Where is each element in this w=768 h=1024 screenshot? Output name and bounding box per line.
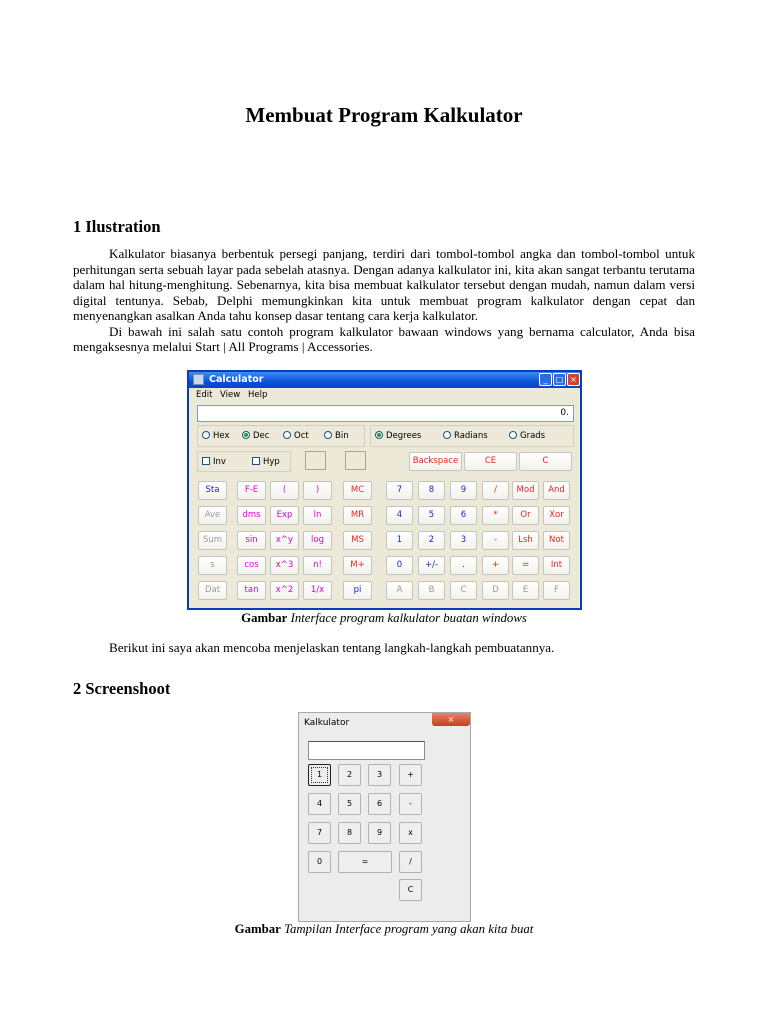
kalkulator-display[interactable] (308, 741, 425, 760)
key-sin-button[interactable]: sin (237, 531, 266, 550)
k-key-x-button[interactable]: x (399, 822, 422, 844)
k-key-8-button[interactable]: 8 (338, 822, 361, 844)
key-sum-button[interactable]: Sum (198, 531, 227, 550)
caption-2-label: Gambar (234, 922, 281, 936)
key-ln-button[interactable]: ln (303, 506, 332, 525)
k-key-6-button[interactable]: 6 (368, 793, 391, 815)
key-6-button[interactable]: 6 (450, 506, 477, 525)
radio-dec[interactable] (242, 431, 269, 441)
key-m-button[interactable]: M+ (343, 556, 372, 575)
k-key-key-button[interactable]: - (399, 793, 422, 815)
key-key-button[interactable]: / (482, 481, 509, 500)
key-f-button[interactable]: F (543, 581, 570, 600)
key-key-button[interactable]: +/- (418, 556, 445, 575)
memory-indicator (305, 451, 326, 470)
key-tan-button[interactable]: tan (237, 581, 266, 600)
k-key-divide-button[interactable]: / (399, 851, 422, 873)
caption-2-text: Tampilan Interface program yang akan kita buat (284, 922, 534, 936)
key-dat-button[interactable]: Dat (198, 581, 227, 600)
calculator-display: 0. (197, 405, 574, 422)
figure-caption-2 (0, 922, 768, 937)
clear-button[interactable]: C (519, 452, 572, 471)
section-heading-ilustration: 1 Ilustration (73, 217, 161, 236)
radio-radians-label: Radians (454, 431, 488, 441)
k-key-0-button[interactable]: 0 (308, 851, 331, 873)
kalkulator-close-button[interactable]: × (432, 713, 470, 726)
paragraph-2: Di bawah ini salah satu contoh program kalkulator bawaan windows yang bernama calculator, Anda bisa mengaksesnya melalui Start | All Programs | Accessories. (73, 323, 695, 354)
radio-bin-indicator (324, 431, 332, 439)
k-key-5-button[interactable]: 5 (338, 793, 361, 815)
maximize-button[interactable]: □ (553, 373, 566, 386)
calculator-app-icon (193, 374, 204, 385)
key-cos-button[interactable]: cos (237, 556, 266, 575)
key-c-button[interactable]: C (450, 581, 477, 600)
key-2-button[interactable]: 2 (418, 531, 445, 550)
key-key-button[interactable]: * (482, 506, 509, 525)
kalkulator-window-figure (298, 712, 471, 922)
key-lsh-button[interactable]: Lsh (512, 531, 539, 550)
key-sta-button[interactable]: Sta (198, 481, 227, 500)
key-4-button[interactable]: 4 (386, 506, 413, 525)
paragraph-1: Kalkulator biasanya berbentuk persegi panjang, terdiri dari tombol-tombol angka dan tombol-tombol untuk perhitungan serta sebuah layar pada sebelah atasnya. Dengan adanya kalkulator ini, kita akan sangat terbantu terutama dalam hal hitung-menghitung. Sebenarnya, kita bisa membuat kalkulator tersebut dengan mudah, namun dalam versi digital tentunya. Sebab, Delphi memungkinkan kita untuk membuat program kalkulator dengan cepat dan menyenangkan asalkan Anda tahu konsep dasar tentang cara kerja kalkulator. (73, 246, 695, 323)
key-or-button[interactable]: Or (512, 506, 539, 525)
k-key-3-button[interactable]: 3 (368, 764, 391, 786)
radio-oct-indicator (283, 431, 291, 439)
caption-1-text: Interface program kalkulator buatan windows (290, 611, 527, 625)
key-1-button[interactable]: 1 (386, 531, 413, 550)
key-key-button[interactable]: ) (303, 481, 332, 500)
key-log-button[interactable]: log (303, 531, 332, 550)
k-key-clear-button[interactable]: C (399, 879, 422, 901)
key-int-button[interactable]: Int (543, 556, 570, 575)
key-dms-button[interactable]: dms (237, 506, 266, 525)
k-key-2-button[interactable]: 2 (338, 764, 361, 786)
key-8-button[interactable]: 8 (418, 481, 445, 500)
key-exp-button[interactable]: Exp (270, 506, 299, 525)
key-9-button[interactable]: 9 (450, 481, 477, 500)
close-button[interactable]: × (567, 373, 580, 386)
radio-hex[interactable] (202, 431, 230, 441)
key-and-button[interactable]: And (543, 481, 570, 500)
key-key-button[interactable]: ( (270, 481, 299, 500)
kalkulator-title: Kalkulator (304, 718, 350, 728)
radio-dec-label: Dec (253, 431, 270, 441)
key-xor-button[interactable]: Xor (543, 506, 570, 525)
key-e-button[interactable]: E (512, 581, 539, 600)
radio-radians[interactable] (443, 431, 488, 441)
inv-hyp-group (197, 451, 291, 472)
radio-degrees-indicator (375, 431, 383, 439)
number-base-group (197, 425, 365, 447)
key-0-button[interactable]: 0 (386, 556, 413, 575)
radio-degrees[interactable] (375, 431, 421, 441)
check-hyp[interactable] (252, 457, 280, 467)
menu-edit[interactable]: Edit (196, 390, 213, 400)
check-hyp-label: Hyp (263, 457, 280, 467)
radio-grads-label: Grads (520, 431, 546, 441)
k-key-equals-button[interactable]: = (338, 851, 392, 873)
paragraph-steps (73, 640, 695, 656)
calculator-title: Calculator (209, 374, 264, 385)
radio-oct-label: Oct (294, 431, 309, 441)
key-s-button[interactable]: s (198, 556, 227, 575)
radio-dec-indicator (242, 431, 250, 439)
check-hyp-box (252, 457, 260, 465)
angle-unit-group (370, 425, 574, 447)
menu-help[interactable]: Help (248, 390, 268, 400)
windows-calculator-figure (187, 370, 582, 610)
radio-bin[interactable] (324, 431, 349, 441)
k-key-7-button[interactable]: 7 (308, 822, 331, 844)
key-n-button[interactable]: n! (303, 556, 332, 575)
minimize-button[interactable]: _ (539, 373, 552, 386)
key-ms-button[interactable]: MS (343, 531, 372, 550)
k-key-key-button[interactable]: + (399, 764, 422, 786)
key-7-button[interactable]: 7 (386, 481, 413, 500)
backspace-button[interactable]: Backspace (409, 452, 462, 471)
radio-grads-indicator (509, 431, 517, 439)
k-key-1-button[interactable]: 1 (308, 764, 331, 786)
key-mc-button[interactable]: MC (343, 481, 372, 500)
paren-indicator (345, 451, 366, 470)
calculator-titlebar (189, 372, 580, 388)
key-b-button[interactable]: B (418, 581, 445, 600)
radio-oct[interactable] (283, 431, 309, 441)
figure-caption-1 (0, 611, 768, 626)
key-pi-button[interactable]: pi (343, 581, 372, 600)
check-inv[interactable] (202, 457, 226, 467)
key-ave-button[interactable]: Ave (198, 506, 227, 525)
key-mr-button[interactable]: MR (343, 506, 372, 525)
key-1-x-button[interactable]: 1/x (303, 581, 332, 600)
radio-grads[interactable] (509, 431, 545, 441)
clear-entry-button[interactable]: CE (464, 452, 517, 471)
section-heading-screenshoot: 2 Screenshoot (73, 679, 171, 698)
key-key-button[interactable]: + (482, 556, 509, 575)
key-key-button[interactable]: . (450, 556, 477, 575)
key-key-button[interactable]: = (512, 556, 539, 575)
key-a-button[interactable]: A (386, 581, 413, 600)
paragraph-intro (73, 246, 695, 355)
key-f-e-button[interactable]: F-E (237, 481, 266, 500)
key-3-button[interactable]: 3 (450, 531, 477, 550)
key-key-button[interactable]: - (482, 531, 509, 550)
key-5-button[interactable]: 5 (418, 506, 445, 525)
radio-bin-label: Bin (335, 431, 349, 441)
k-key-9-button[interactable]: 9 (368, 822, 391, 844)
key-x-2-button[interactable]: x^2 (270, 581, 299, 600)
check-inv-label: Inv (213, 457, 226, 467)
key-mod-button[interactable]: Mod (512, 481, 539, 500)
key-d-button[interactable]: D (482, 581, 509, 600)
radio-radians-indicator (443, 431, 451, 439)
radio-degrees-label: Degrees (386, 431, 422, 441)
key-x-3-button[interactable]: x^3 (270, 556, 299, 575)
radio-hex-indicator (202, 431, 210, 439)
menu-view[interactable]: View (220, 390, 241, 400)
paragraph-3: Berikut ini saya akan mencoba menjelaskan tentang langkah-langkah pembuatannya. (109, 640, 555, 655)
caption-1-label: Gambar (241, 611, 288, 625)
radio-hex-label: Hex (213, 431, 230, 441)
check-inv-box (202, 457, 210, 465)
key-x-y-button[interactable]: x^y (270, 531, 299, 550)
key-not-button[interactable]: Not (543, 531, 570, 550)
page-title: Membuat Program Kalkulator (245, 103, 523, 127)
k-key-4-button[interactable]: 4 (308, 793, 331, 815)
